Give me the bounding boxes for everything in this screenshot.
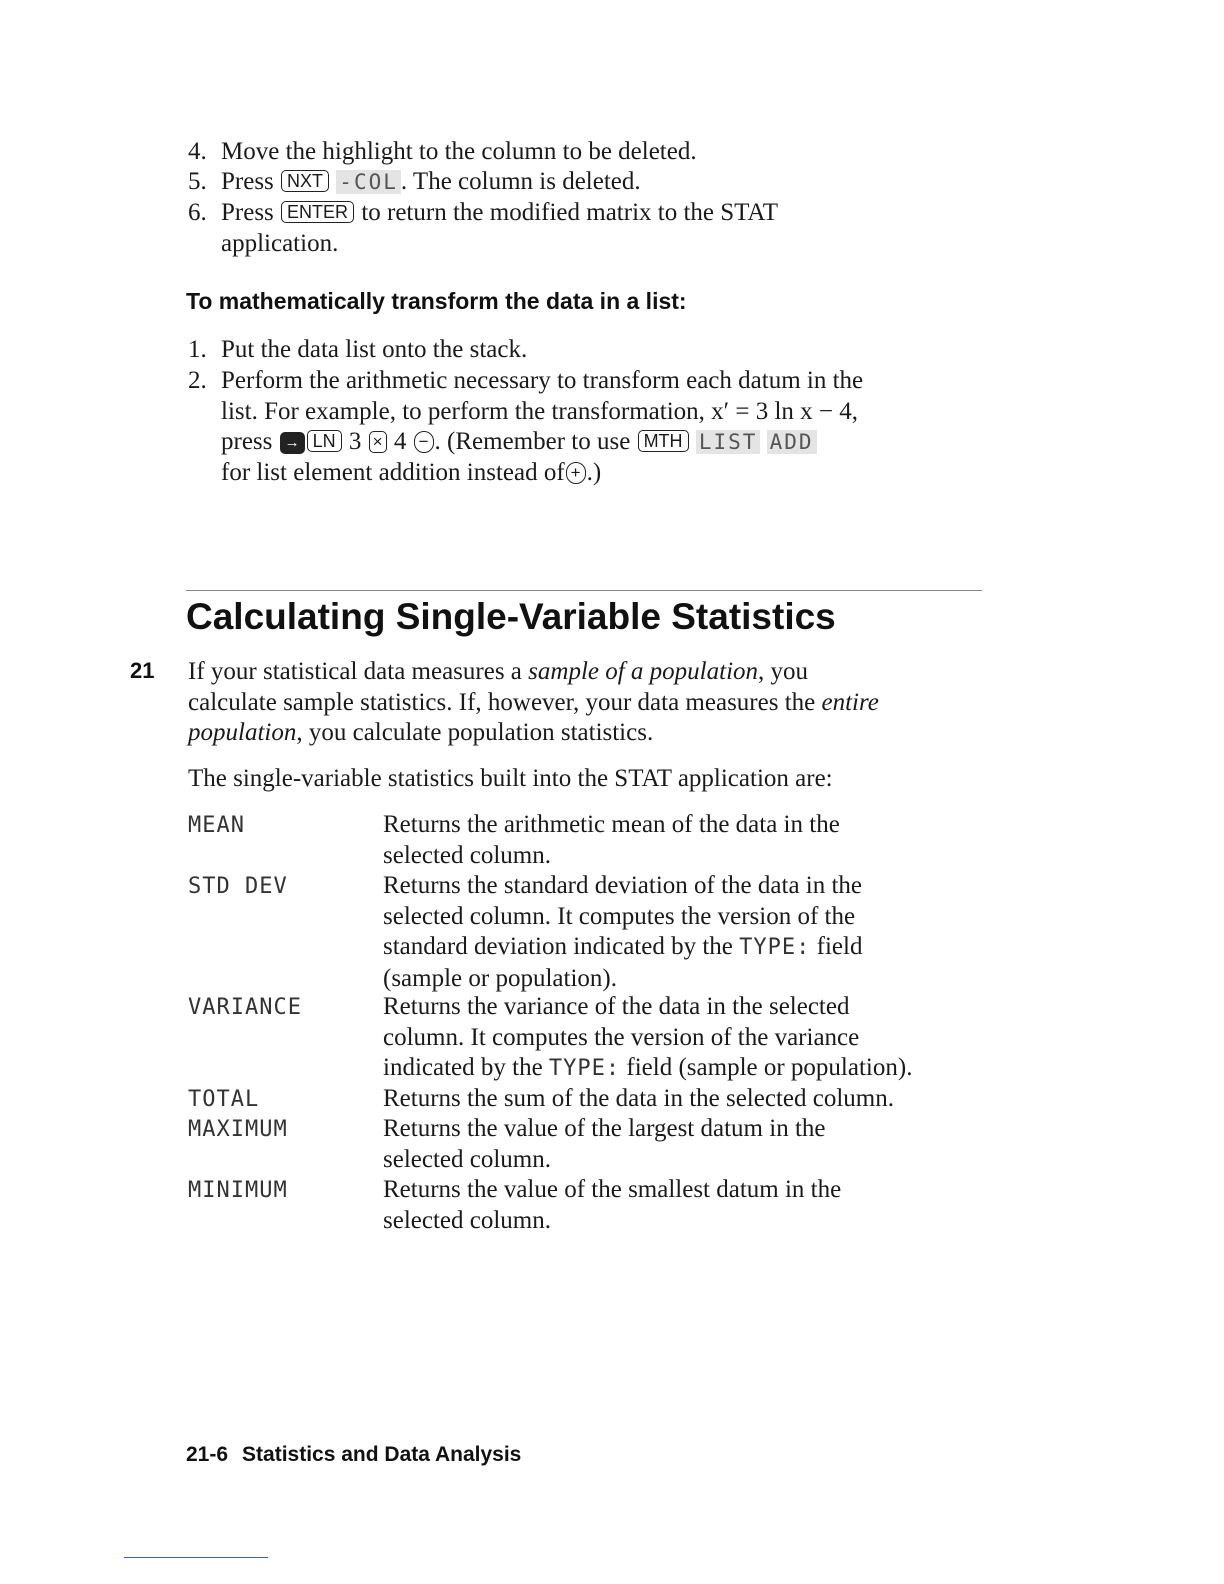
- right-shift-key: →: [280, 432, 305, 454]
- step-text: Press ENTER to return the modified matrix to the STAT application.: [221, 199, 778, 257]
- desc-total: Returns the sum of the data in the selected column.: [383, 1085, 894, 1112]
- term-variance: VARIANCE: [188, 995, 302, 1020]
- term-mean: MEAN: [188, 813, 245, 838]
- step-text: Move the highlight to the column to be deleted.: [221, 138, 697, 165]
- col-delete-softkey: -COL: [336, 170, 401, 194]
- minus-key: −: [414, 431, 434, 453]
- desc-mean: Returns the arithmetic mean of the data in the selected column.: [383, 811, 840, 869]
- chapter-name: Statistics and Data Analysis: [242, 1443, 522, 1466]
- nxt-key: NXT: [281, 170, 329, 192]
- type-field: TYPE:: [548, 1056, 621, 1081]
- subheading: To mathematically transform the data in a list:: [186, 288, 687, 314]
- step-number: 4.: [188, 138, 207, 165]
- step-number: 1.: [188, 336, 207, 363]
- intro-paragraph: If your statistical data measures a sample of a population, you calculate sample statistics. If, however, your data measures the entire population, you calculate population statistics.: [188, 658, 879, 746]
- term-maximum: MAXIMUM: [188, 1117, 288, 1142]
- emphasis: sample of a population: [528, 658, 759, 685]
- ln-key: LN: [307, 430, 342, 452]
- page-footer: [186, 1443, 521, 1467]
- step-number: 6.: [188, 199, 207, 226]
- page-number: 21-6: [186, 1443, 229, 1466]
- mth-key: MTH: [638, 430, 689, 452]
- add-softkey: ADD: [767, 430, 817, 454]
- desc-variance: Returns the variance of the data in the selected column. It computes the version of the variance indicated by the TYPE: field (sample or population).: [383, 993, 913, 1081]
- list-intro: The single-variable statistics built into the STAT application are:: [188, 765, 833, 792]
- chapter-tab: 21: [130, 658, 155, 683]
- emphasis: entire: [821, 688, 879, 716]
- enter-key: ENTER: [281, 201, 354, 223]
- section-divider: [186, 590, 982, 591]
- plus-key: +: [566, 462, 586, 484]
- list-softkey: LIST: [696, 430, 761, 454]
- step-number: 2.: [188, 367, 207, 394]
- term-total: TOTAL: [188, 1087, 260, 1112]
- term-std-dev: STD DEV: [188, 874, 288, 899]
- step-text: Put the data list onto the stack.: [221, 336, 528, 363]
- section-title: Calculating Single-Variable Statistics: [186, 596, 836, 637]
- desc-minimum: Returns the value of the smallest datum in the selected column.: [383, 1176, 842, 1234]
- step-text: Press NXT -COL . The column is deleted.: [221, 168, 641, 195]
- step-text: Perform the arithmetic necessary to transform each datum in the list. For example, to perform the transformation, x′ = 3 ln x − 4, press → LN 3 × 4 − . (Remember to use MTH LIST ADD for list element addition instead of + .): [221, 367, 864, 486]
- desc-std-dev: Returns the standard deviation of the data in the selected column. It computes the version of the standard deviation indicated by the TYPE: field (sample or population).: [383, 872, 863, 992]
- emphasis: population: [188, 719, 297, 746]
- footer-line: [124, 1557, 268, 1558]
- type-field: TYPE:: [739, 935, 811, 960]
- term-minimum: MINIMUM: [188, 1178, 288, 1203]
- desc-maximum: Returns the value of the largest datum in the selected column.: [383, 1115, 826, 1173]
- step-number: 5.: [188, 168, 207, 195]
- multiply-key: ×: [369, 431, 387, 453]
